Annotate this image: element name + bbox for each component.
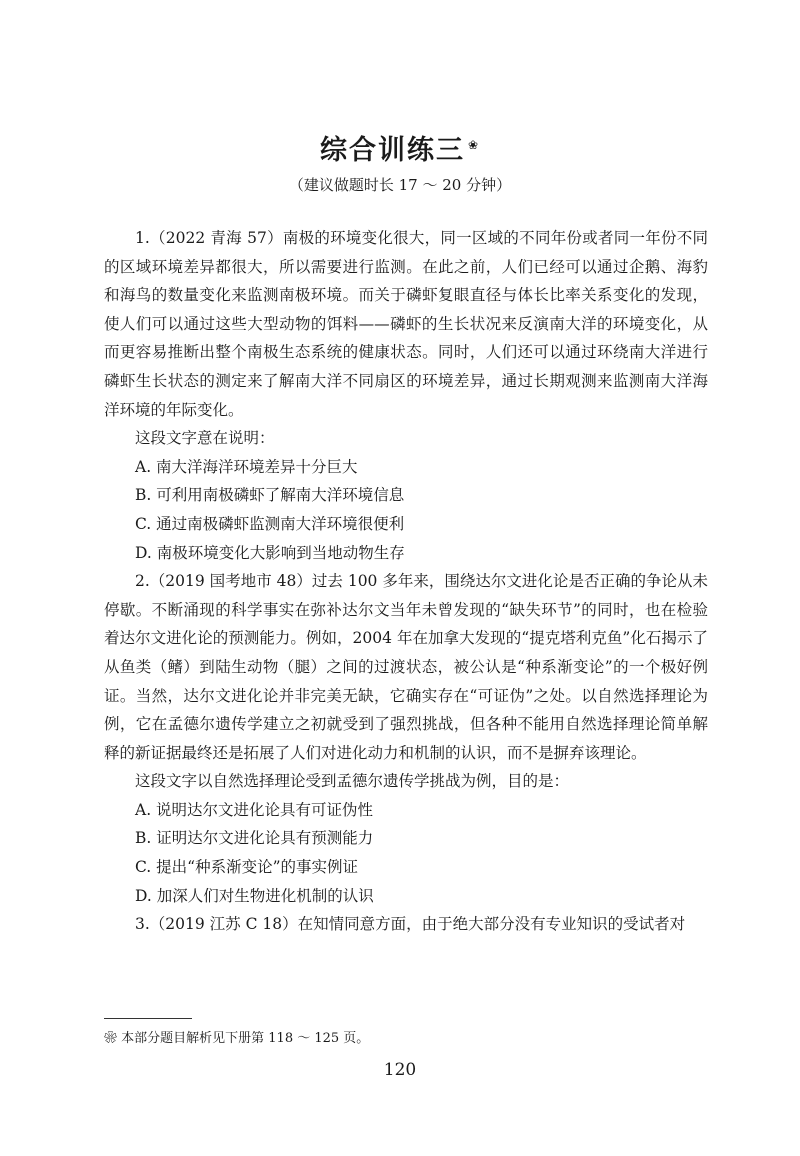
option-b[interactable]: B. 可利用南极磷虾了解南大洋环境信息 [135, 486, 405, 505]
question-stem: 这段文字以自然选择理论受到孟德尔遗传学挑战为例，目的是： [135, 772, 570, 791]
option-c[interactable]: C. 通过南极磷虾监测南大洋环境很便利 [135, 514, 405, 533]
page-subtitle: （建议做题时长 17 ～ 20 分钟） [288, 176, 512, 194]
passage-text: 在知情同意方面，由于绝大部分没有专业知识的受试者对 [297, 915, 686, 934]
question-source: 3.（2019 江苏 C 18） [135, 915, 298, 934]
question-passage [104, 224, 708, 424]
question-source: 2.（2019 国考地市 48） [135, 572, 312, 591]
option-c[interactable]: C. 提出“种系渐变论”的事实例证 [135, 858, 359, 877]
title-text: 综合训练三 [319, 135, 465, 166]
passage-text: 过去 100 多年来，围绕达尔文进化论是否正确的争论从未停歇。不断涌现的科学事实在弥补达尔文当年未曾发现的“缺失环节”的同时，也在检验着达尔文进化论的预测能力。例如，2004 年在加拿大发现的“提克塔利克鱼”化石揭示了从鱼类（鳍）到陆生动物（腿）之间的过渡状态，被公认是“种系渐变论”的一个极好例证。当然，达尔文进化论并非完美无缺，它确实存在“可证伪”之处。以自然选择理论为例，它在孟德尔遗传学建立之初就受到了强烈挑战，但各种不能用自然选择理论简单解释的新证据最终还是拓展了人们对进化动力和机制的认识，而不是摒弃该理论。 [104, 572, 708, 762]
option-a[interactable]: A. 南大洋海洋环境差异十分巨大 [135, 457, 358, 476]
option-d[interactable]: D. 加深人们对生物进化机制的认识 [135, 886, 374, 905]
page-number: 120 [383, 1060, 417, 1080]
question-3 [104, 910, 708, 939]
option-b[interactable]: B. 证明达尔文进化论具有预测能力 [135, 829, 374, 848]
question-2 [104, 567, 708, 910]
question-passage [104, 910, 708, 939]
option-d[interactable]: D. 南极环境变化大影响到当地动物生存 [135, 543, 405, 562]
footnote-text: 本部分题目解析见下册第 118 ～ 125 页。 [121, 1031, 370, 1046]
question-passage [104, 567, 708, 767]
question-source: 1.（2022 青海 57） [135, 229, 283, 247]
question-stem: 这段文字意在说明： [135, 429, 275, 448]
page-title [0, 128, 800, 167]
footnote [104, 1027, 369, 1046]
footnote-divider [104, 1018, 192, 1019]
footnote-mark-icon: ❀ [467, 138, 481, 152]
option-a[interactable]: A. 说明达尔文进化论具有可证伪性 [135, 800, 374, 819]
question-list [104, 224, 708, 939]
question-1 [104, 224, 708, 567]
passage-text: 南极的环境变化很大，同一区域的不同年份或者同一年份不同的区域环境差异都很大，所以需要进行监测。在此之前，人们已经可以通过企鹅、海豹和海鸟的数量变化来监测南极环境。而关于磷虾复眼直径与体长比率关系变化的发现，使人们可以通过这些大型动物的饵料——磷虾的生长状况来反演南大洋的环境变化，从而更容易推断出整个南极生态系统的健康状态。同时，人们还可以通过环绕南大洋进行磷虾生长状态的测定来了解南大洋不同扇区的环境差异，通过长期观测来监测南大洋海洋环境的年际变化。 [104, 229, 708, 419]
footnote-mark-icon: ❀ [104, 1031, 118, 1046]
